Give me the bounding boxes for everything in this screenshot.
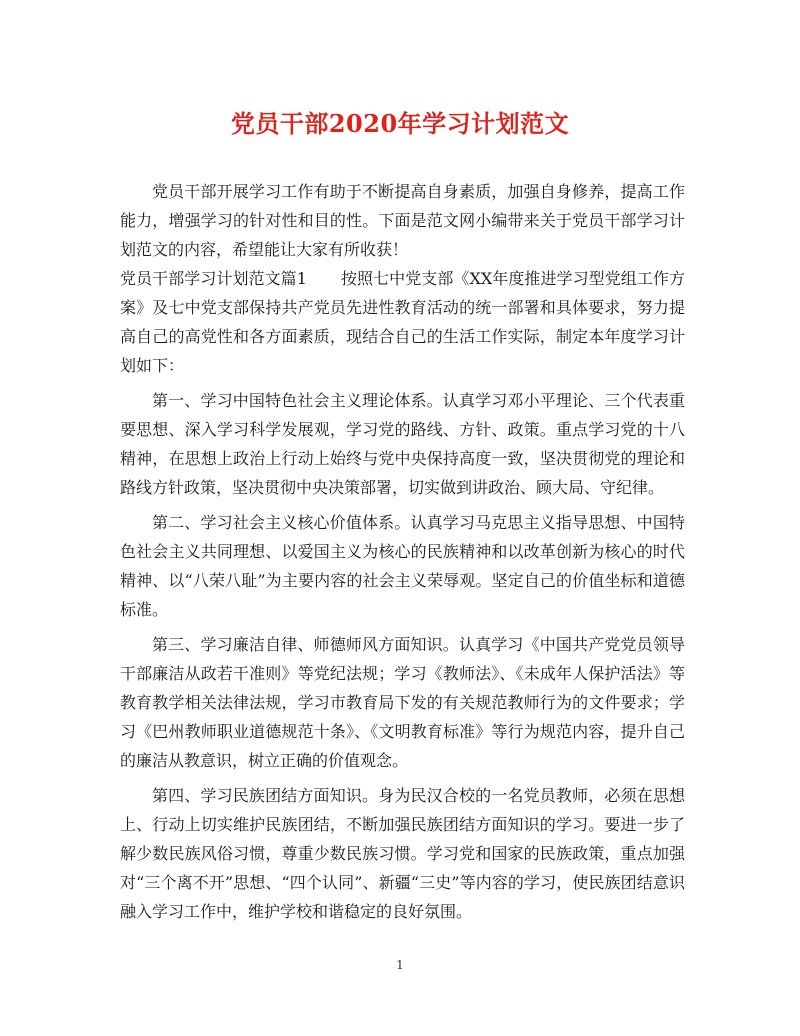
study-item-4: 第四、学习民族团结方面知识。身为民汉合校的一名党员教师，必须在思想上、行动上切实维护民族团结，不断加强民族团结方面知识的学习。要进一步了解少数民族风俗习惯，尊重少数民族习惯。学习党和国家的民族政策，重点加强对“三个离不开”思想、“四个认同”、新疆“三史”等内容的学习，使民族团结意识融入学习工作中，维护学校和谐稳定的良好氛围。 xyxy=(120,786,685,921)
study-item-1: 第一、学习中国特色社会主义理论体系。认真学习邓小平理论、三个代表重要思想、深入学习科学发展观，学习党的路线、方针、政策。重点学习党的十八精神，在思想上政治上行动上始终与党中央保持高度一致，坚决贯彻党的理论和路线方针政策，坚决贯彻中央决策部署，切实做到讲政治、顾大局、守纪律。 xyxy=(120,391,685,497)
study-item-3: 第三、学习廉洁自律、师德师风方面知识。认真学习《中国共产党党员领导干部廉洁从政若干准则》等党纪法规；学习《教师法》、《未成年人保护活法》等教育教学相关法律法规，学习市教育局下发的有关规范教师行为的文件要求；学习《巴州教师职业道德规范十条》、《文明教育标准》等行为规范内容，提升自己的廉洁从教意识，树立正确的价值观念。 xyxy=(120,635,685,770)
section-title: 党员干部学习计划范文篇1 xyxy=(120,269,307,288)
document-body xyxy=(120,177,685,926)
section-paragraph xyxy=(120,264,685,380)
document-title: 党员干部2020年学习计划范文 xyxy=(230,109,570,138)
study-item-2: 第二、学习社会主义核心价值体系。认真学习马克思主义指导思想、中国特色社会主义共同理想、以爱国主义为核心的民族精神和以改革创新为核心的时代精神、以“八荣八耻”为主要内容的社会主义荣辱观。坚定自己的价值坐标和道德标准。 xyxy=(120,513,685,619)
intro-paragraph: 党员干部开展学习工作有助于不断提高自身素质，加强自身修养，提高工作能力，增强学习的针对性和目的性。下面是范文网小编带来关于党员干部学习计划范文的内容，希望能让大家有所收获！ xyxy=(120,182,685,259)
page-number: 1 xyxy=(396,958,404,972)
section-intro: 按照七中党支部《XX年度推进学习型党组工作方案》及七中党支部保持共产党员先进性教育活动的统一部署和具体要求，努力提高自己的高党性和各方面素质，现结合自己的生活工作实际，制定本年度学习计划如下： xyxy=(120,269,685,375)
